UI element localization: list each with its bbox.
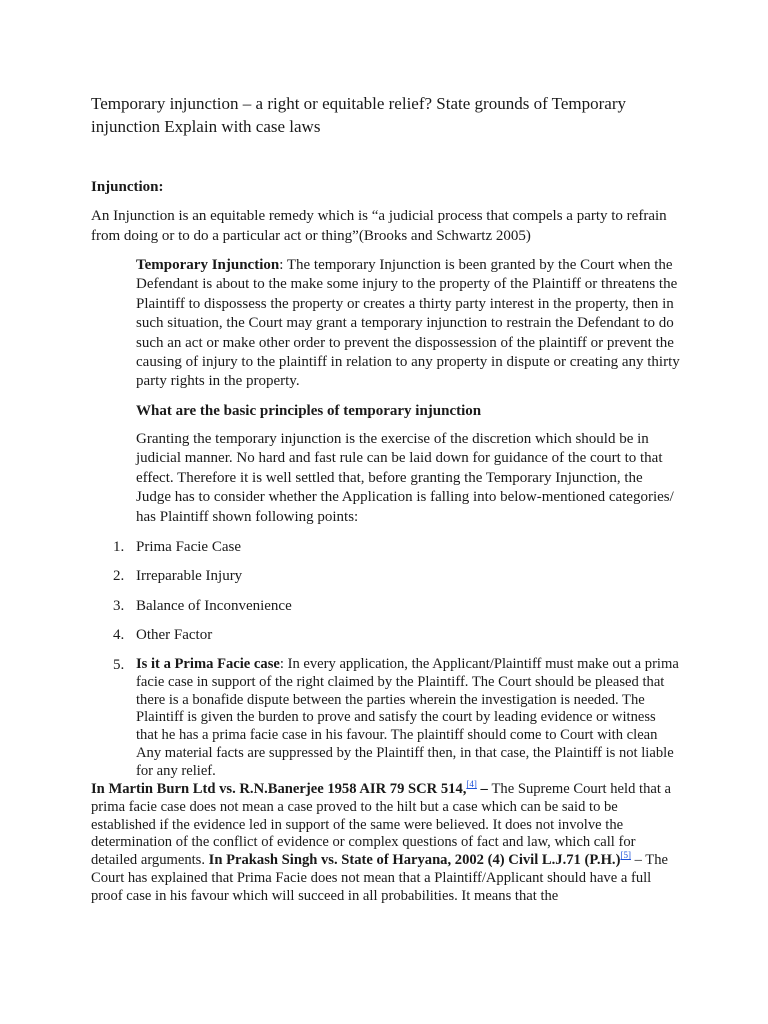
section-heading-injunction: Injunction:: [91, 179, 164, 195]
list-item-number: 3.: [113, 598, 125, 614]
case-law-paragraph: [91, 781, 681, 906]
list-item-text: Irreparable Injury: [136, 568, 243, 584]
list-item-text: [136, 656, 681, 781]
granting-paragraph: Granting the temporary injunction is the exercise of the discretion which should be in judicial manner. No hard and fast rule can be laid down for guidance of the court to that effect. Therefore it is well settled that, before granting the Temporary Injunction, the Judge has to consider whether the Application is falling into below-mentioned categories/ has Plaintiff shown following points:: [136, 431, 674, 525]
principles-heading: What are the basic principles of temporary injunction: [136, 403, 482, 419]
case-dash: –: [476, 781, 492, 797]
list-item-text: Prima Facie Case: [136, 539, 241, 555]
case-text-prakash-singh: – The Court has explained that Prima Facie does not mean that a Plaintiff/Applicant should have a full proof case in his favour which will succeed in all probabilities. It means that the: [91, 852, 668, 904]
list-item-number: 5.: [113, 657, 125, 673]
temporary-injunction-term: Temporary Injunction: [136, 257, 280, 273]
list-item-number: 1.: [113, 539, 125, 555]
prima-facie-text: : In every application, the Applicant/Plaintiff must make out a prima facie case in support of the right claimed by the Plaintiff. The Court should be pleased that there is a bonafide dispute between the parties wherein the investigation is needed. The Plaintiff is given the burden to prove and satisfy the court by leading evidence or witness that he has a prima facie case in his favour. The plaintiff should come to Court with clean Any material facts are suppressed by the Plaintiff then, in that case, the Plaintiff is not liable for any relief.: [136, 656, 679, 779]
temporary-injunction-text: : The temporary Injunction is been granted by the Court when the Defendant is about to the make some injury to the property of the Plaintiff or threatens the Plaintiff to dispossess the property or creates a thirty party interest in the property, then in such situation, the Court may grant a temporary injunction to restrain the Defendant to do such an act or make other order to prevent the dispossession of the plaintiff or prevent the causing of injury to the plaintiff in relation to any property in dispute or creating any thirty party rights in the property.: [136, 257, 680, 390]
list-item-number: 4.: [113, 627, 125, 643]
list-item-text: Other Factor: [136, 627, 213, 643]
footnote-link-4[interactable]: [4]: [466, 779, 477, 790]
temporary-injunction-paragraph: [136, 256, 681, 392]
case-name-prakash-singh: In Prakash Singh vs. State of Haryana, 2002 (4) Civil L.J.71 (P.H.): [208, 852, 621, 869]
intro-paragraph: An Injunction is an equitable remedy which is “a judicial process that compels a party to refrain from doing or to do a particular act or thing”(Brooks and Schwartz 2005): [91, 208, 667, 244]
prima-facie-heading: Is it a Prima Facie case: [136, 656, 280, 672]
footnote-link-5[interactable]: [5]: [620, 850, 631, 861]
case-text-martin-burn: The Supreme Court held that a prima facie case does not mean a case proved to the hilt but a case which can be said to be established if the evidence led in support of the same were believed. It does not involve the determination of the conflict of evidence or complex questions of fact and law, which call for detailed arguments.: [91, 781, 672, 869]
document-title: Temporary injunction – a right or equitable relief? State grounds of Temporary injunction Explain with case laws: [91, 94, 627, 136]
list-item-text: Balance of Inconvenience: [136, 598, 292, 614]
case-name-martin-burn: In Martin Burn Ltd vs. R.N.Banerjee 1958 AIR 79 SCR 514,: [91, 781, 467, 797]
list-item-number: 2.: [113, 568, 125, 584]
